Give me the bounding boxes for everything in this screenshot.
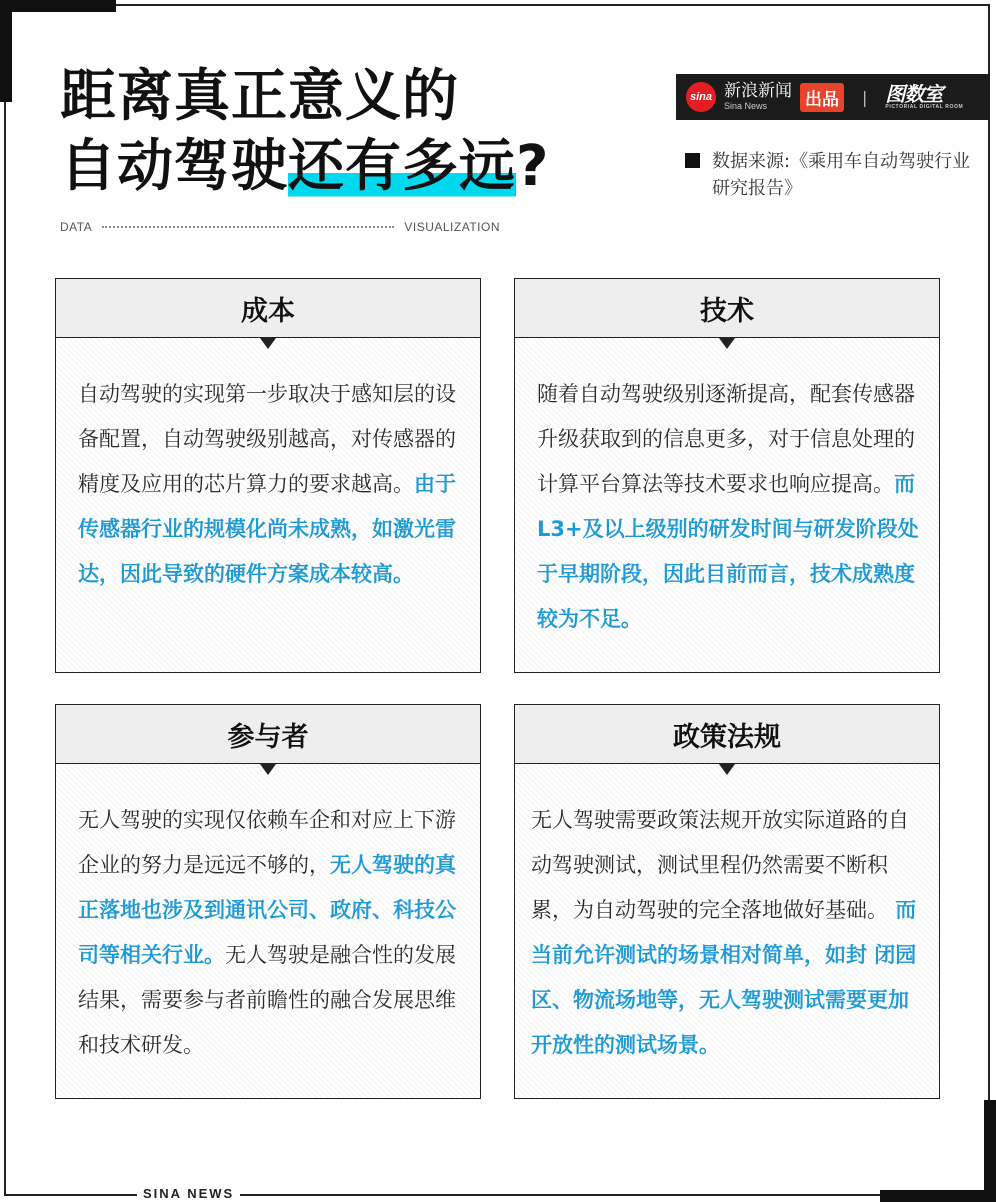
title-question-mark: ? xyxy=(516,134,550,199)
card-heading: 成本 xyxy=(241,295,295,327)
title-line-2 xyxy=(60,132,549,202)
title-highlight: 还有多远 xyxy=(288,134,516,199)
tagline-dotted-rule xyxy=(102,226,394,228)
partner-name: 图数室 xyxy=(885,81,943,106)
frame-corner-bottom-right-bar xyxy=(984,1100,996,1202)
triangle-pointer-icon xyxy=(719,338,735,349)
card-tail: 无人驾驶是融合性的发展结果，需要参与者前瞻性的融合发展思维和技术研发。 xyxy=(78,943,456,1057)
frame-right-line xyxy=(988,4,990,1100)
card-body xyxy=(56,764,480,1068)
card-heading: 参与者 xyxy=(227,721,309,753)
card-body xyxy=(56,338,480,597)
card-highlight: 无人驾驶的真正落地也涉及到通讯公司、政府、科技公司等相关行业。 xyxy=(78,853,456,967)
footer-sina-news-label: SINA NEWS xyxy=(137,1186,240,1201)
tagline-right: VISUALIZATION xyxy=(404,220,500,234)
brand-name-cn: 新浪新闻 xyxy=(724,81,792,101)
card-header xyxy=(56,705,480,764)
brand-name-en: Sina News xyxy=(724,101,768,111)
card-body xyxy=(515,338,939,642)
triangle-pointer-icon xyxy=(260,338,276,349)
card-header xyxy=(515,279,939,338)
brand-separator: | xyxy=(862,87,868,107)
frame-top-line xyxy=(116,4,989,6)
card-cost xyxy=(55,278,481,673)
frame-left-line xyxy=(4,102,6,1196)
produced-by-badge: 出品 xyxy=(800,83,844,112)
card-header xyxy=(515,705,939,764)
source-square-icon xyxy=(685,153,700,168)
card-heading: 技术 xyxy=(700,295,754,327)
data-visualization-tagline xyxy=(60,219,500,235)
data-source xyxy=(685,148,980,202)
frame-corner-left-bar xyxy=(0,0,12,102)
card-text: 随着自动驾驶级别逐渐提高，配套传感器升级获取到的信息更多，对于信息处理的计算平台算法等技术要求也响应提高。 xyxy=(537,382,915,496)
tagline-left: DATA xyxy=(60,220,93,234)
partner-subtitle: PICTORIAL DIGITAL ROOM xyxy=(885,103,964,110)
frame-corner-bottom-right xyxy=(880,1190,996,1202)
card-participants xyxy=(55,704,481,1099)
card-highlight: 由于传感器行业的规模化尚未成熟，如激光雷达，因此导致的硬件方案成本较高。 xyxy=(78,472,456,586)
title-line-2-plain: 自动驾驶 xyxy=(60,134,288,199)
card-text: 无人驾驶的实现仅依赖车企和对应上下游企业的努力是远远不够的， xyxy=(78,808,456,877)
frame-bottom-line xyxy=(4,1194,880,1196)
page-title xyxy=(60,62,549,202)
brand-bar xyxy=(676,74,990,120)
title-line-1: 距离真正意义的 xyxy=(60,64,459,129)
card-technology xyxy=(514,278,940,673)
brand-names xyxy=(724,82,792,112)
frame-corner-top-left xyxy=(0,0,116,12)
card-text: 自动驾驶的实现第一步取决于感知层的设备配置，自动驾驶级别越高，对传感器的精度及应用的芯片算力的要求越高。 xyxy=(78,382,456,496)
triangle-pointer-icon xyxy=(719,764,735,775)
card-highlight: 而L3+及以上级别的研发时间与研发阶段处于早期阶段，因此目前而言，技术成熟度较为不足。 xyxy=(537,472,919,631)
card-heading: 政策法规 xyxy=(673,721,781,753)
card-header xyxy=(56,279,480,338)
card-body xyxy=(515,764,939,1068)
card-policy xyxy=(514,704,940,1099)
sina-eye-logo: sina xyxy=(686,82,716,112)
partner-logo xyxy=(885,81,964,111)
source-text: 数据来源:《乘用车自动驾驶行业研究报告》 xyxy=(712,151,971,199)
card-text: 无人驾驶需要政策法规开放实际道路的自动驾驶测试，测试里程仍然需要不断积累，为自动驾驶的完全落地做好基础。 xyxy=(531,808,909,922)
card-highlight: 而当前允许测试的场景相对简单，如封 闭园区、物流场地等，无人驾驶测试需要更加开放性的测试场景。 xyxy=(531,898,917,1057)
triangle-pointer-icon xyxy=(260,764,276,775)
